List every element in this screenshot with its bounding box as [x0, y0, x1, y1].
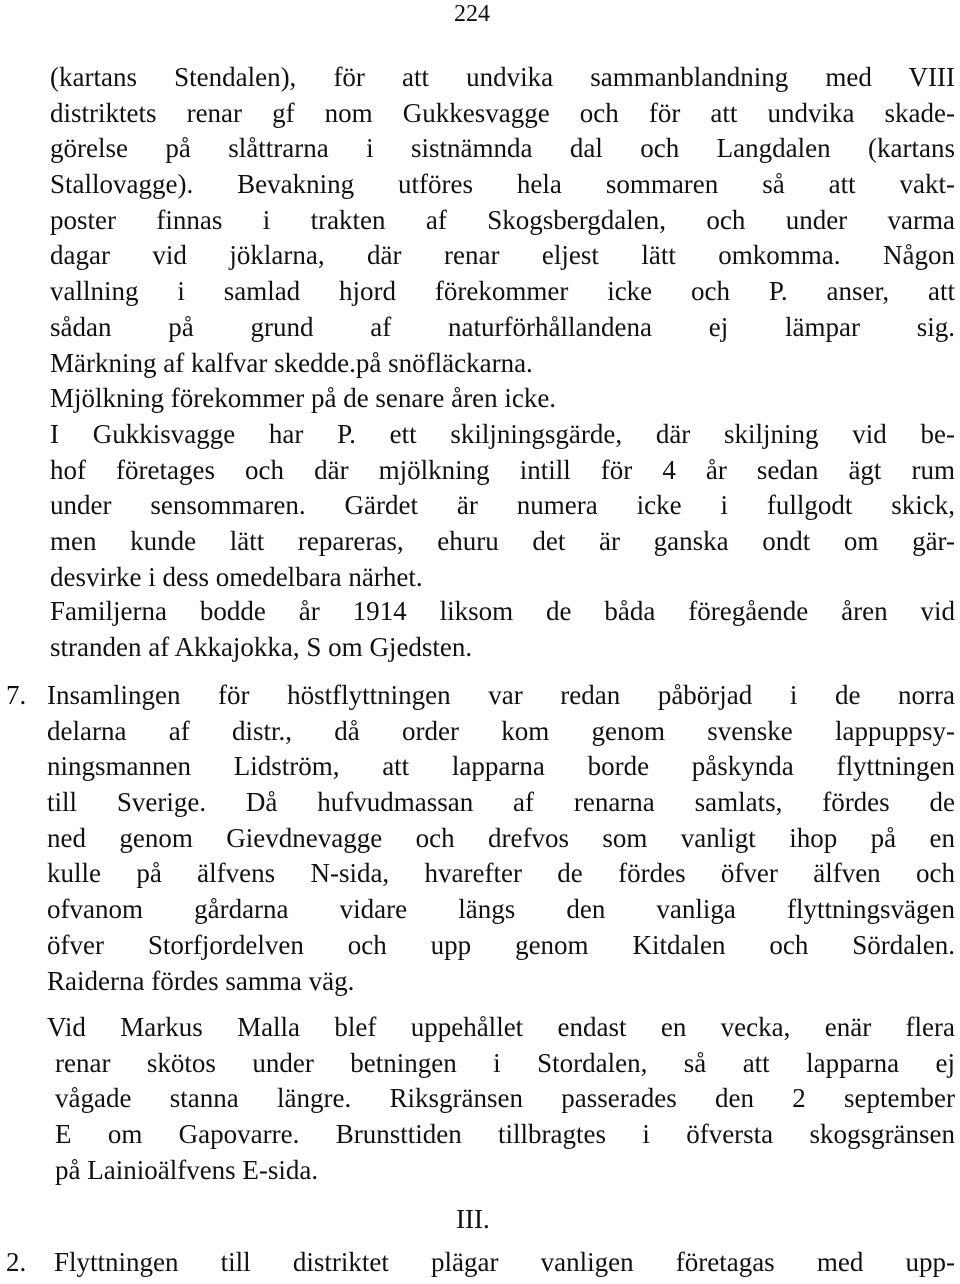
- text-line: Stallovagge). Bevakning utföres hela sommaren så att vakt-: [50, 169, 955, 200]
- text-line: görelse på slåttrarna i sistnämnda dal och Langdalen (kartans: [50, 133, 955, 164]
- text-line: Raiderna fördes samma väg.: [47, 965, 355, 996]
- text-line: Mjölkning förekommer på de senare åren icke.: [50, 383, 557, 414]
- text-line: öfver Storfjordelven och upp genom Kitdalen och Sördalen.: [47, 929, 955, 960]
- text-line: men kunde lätt repareras, ehuru det är ganska ondt om gär-: [50, 525, 955, 556]
- text-line: Märkning af kalfvar skedde.på snöfläckarna.: [50, 347, 533, 378]
- text-line: sådan på grund af naturförhållandena ej lämpar sig.: [50, 311, 955, 342]
- page-number: 224: [454, 1, 490, 27]
- text-line: stranden af Akkajokka, S om Gjedsten.: [50, 631, 473, 662]
- text-line: dagar vid jöklarna, där renar eljest lätt omkomma. Någon: [50, 240, 955, 271]
- paragraph-markus-malla: [47, 1010, 955, 1188]
- text-line: E om Gapovarre. Brunsttiden tillbragtes i öfversta skogsgränsen: [55, 1119, 955, 1150]
- text-line: ofvanom gårdarna vidare längs den vanliga flyttningsvägen: [47, 894, 955, 925]
- text-line: Vid Markus Malla blef uppehållet endast en vecka, enär flera: [47, 1012, 955, 1042]
- text-line: vallning i samlad hjord förekommer icke och P. anser, att: [50, 276, 955, 307]
- text-line: på Lainioälfvens E-sida.: [55, 1154, 319, 1185]
- text-line: under sensommaren. Gärdet är numera icke i fullgodt skick,: [50, 490, 955, 521]
- item-number: 7.: [6, 680, 27, 710]
- item-number: 2.: [6, 1247, 27, 1277]
- paragraph-flyttningen: [54, 1245, 955, 1281]
- text-line: (kartans Stendalen), för att undvika sammanblandning med VIII: [50, 62, 955, 92]
- paragraph-stendalen: [50, 60, 955, 595]
- paragraph-hostflyttningen: [47, 678, 955, 999]
- section-heading: III.: [456, 1204, 490, 1234]
- text-line: Flyttningen till distriktet plägar vanligen företagas med upp-: [54, 1247, 955, 1277]
- text-line: I Gukkisvagge har P. ett skiljningsgärde, där skiljning vid be-: [50, 418, 955, 449]
- text-line: delarna af distr., då order kom genom svenske lappuppsy-: [47, 715, 955, 746]
- paragraph-familjerna: [50, 594, 955, 665]
- text-line: till Sverige. Då hufvudmassan af renarna samlats, fördes de: [47, 787, 955, 818]
- text-line: Familjerna bodde år 1914 liksom de båda föregående åren vid: [50, 596, 955, 626]
- text-line: vågade stanna längre. Riksgränsen passerades den 2 september: [55, 1083, 955, 1114]
- text-line: poster finnas i trakten af Skogsbergdalen, och under varma: [50, 204, 955, 235]
- text-line: ningsmannen Lidström, att lapparna borde påskynda flyttningen: [47, 751, 955, 782]
- text-line: kulle på älfvens N-sida, hvarefter de fördes öfver älfven och: [47, 858, 955, 889]
- text-line: ned genom Gievdnevagge och drefvos som vanligt ihop på en: [47, 822, 955, 853]
- text-line: distriktets renar gf nom Gukkesvagge och för att undvika skade-: [50, 97, 955, 128]
- text-line: desvirke i dess omedelbara närhet.: [50, 561, 423, 592]
- text-line: renar skötos under betningen i Stordalen, så att lapparna ej: [55, 1047, 955, 1078]
- text-line: Insamlingen för höstflyttningen var redan påbörjad i de norra: [47, 680, 955, 710]
- text-line: hof företages och där mjölkning intill för 4 år sedan ägt rum: [50, 454, 955, 485]
